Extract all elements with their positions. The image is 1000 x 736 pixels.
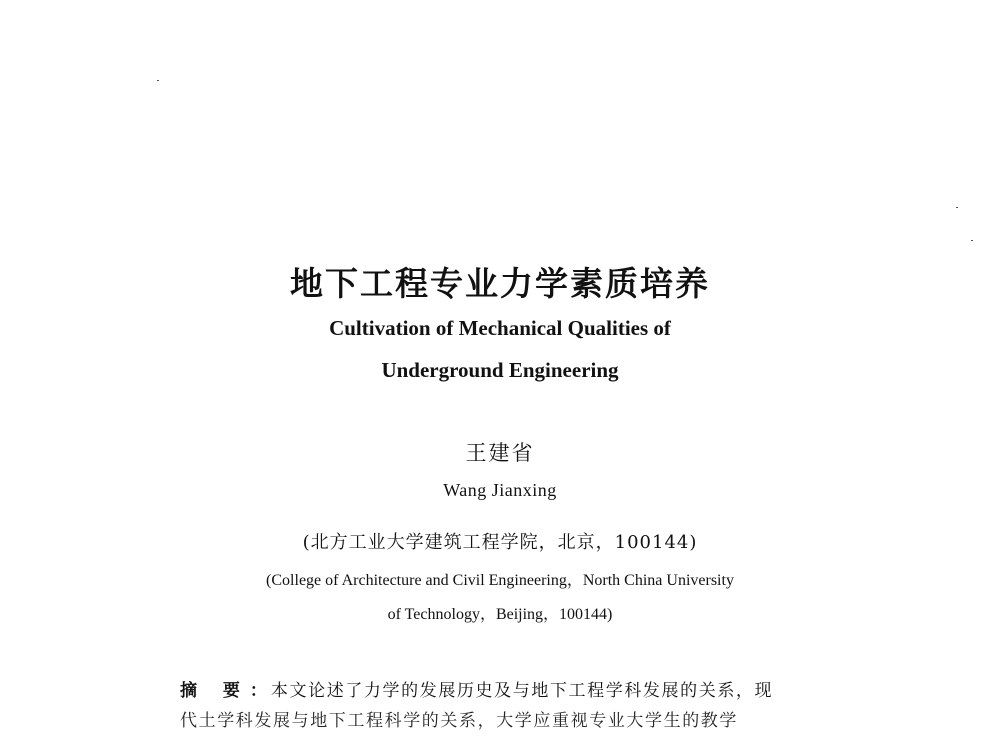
scan-speck (157, 80, 159, 81)
affiliation-english-line-2: of Technology，Beijing，100144) (387, 606, 613, 623)
author-chinese: 王建省 (465, 441, 535, 465)
abstract-label: 摘 要 (180, 681, 250, 701)
abstract-colon: ： (249, 681, 267, 701)
scan-speck (956, 207, 958, 208)
scan-speck (971, 240, 973, 241)
abstract (180, 676, 840, 736)
affiliation-english-line-1: (College of Architecture and Civil Engineering，North China University (266, 572, 734, 589)
abstract-text: 本文论述了力学的发展历史及与地下工程学科发展的关系，现 (270, 681, 774, 701)
abstract-second-line: 代土学科发展与地下工程科学的关系，大学应重视专业大学生的教学 (180, 711, 738, 731)
title-english-line-1: Cultivation of Mechanical Qualities of (329, 316, 671, 340)
author-english: Wang Jianxing (443, 480, 557, 500)
title-chinese: 地下工程专业力学素质培养 (290, 264, 710, 303)
title-english-line-2: Underground Engineering (381, 358, 619, 382)
affiliation-chinese: (北方工业大学建筑工程学院，北京，100144) (302, 532, 698, 553)
abstract-first-line (180, 676, 840, 706)
